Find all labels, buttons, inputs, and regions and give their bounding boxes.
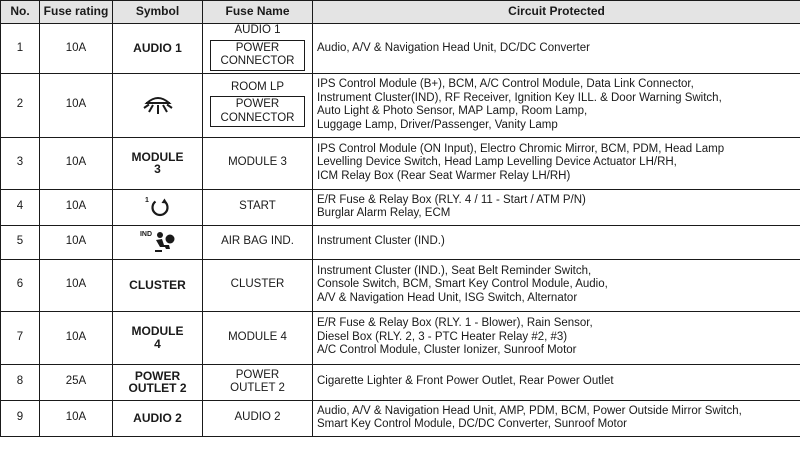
header-no: No. (1, 1, 40, 24)
header-fuse-name: Fuse Name (203, 1, 313, 24)
fuse-name-top: ROOM LP (230, 80, 285, 93)
symbol-line: OUTLET 2 (128, 381, 187, 395)
fuse-rating: 10A (40, 73, 113, 137)
circuit-line: Luggage Lamp, Driver/Passenger, Vanity Lamp (317, 118, 558, 131)
circuit-line: E/R Fuse & Relay Box (RLY. 1 - Blower), Rain Sensor, (317, 317, 593, 330)
header-fuse-rating: Fuse rating (40, 1, 113, 24)
fuse-name (203, 73, 313, 137)
symbol-line: MODULE (131, 324, 184, 338)
fuse-name-boxed-line: CONNECTOR (220, 55, 295, 67)
table-row (1, 259, 800, 311)
fuse-no: 9 (1, 400, 40, 436)
fuse-rating: 10A (40, 225, 113, 259)
fuse-rating: 10A (40, 189, 113, 225)
table-row (1, 400, 800, 436)
airbag-icon (153, 231, 175, 253)
fuse-name-line: OUTLET 2 (230, 382, 285, 394)
circuit-line: E/R Fuse & Relay Box (RLY. 4 / 11 - Start / ATM P/N) (317, 193, 586, 206)
circuit-line: ICM Relay Box (Rear Seat Warmer Relay LH/RH) (317, 169, 571, 182)
symbol-line: MODULE (131, 149, 184, 164)
fuse-no: 7 (1, 311, 40, 364)
fuse-symbol (113, 364, 203, 400)
fuse-rating: 25A (40, 364, 113, 400)
table-row (1, 364, 800, 400)
circuit-line: Instrument Cluster (IND.) (317, 235, 445, 248)
fuse-symbol (113, 311, 203, 364)
fuse-name-boxed-line: POWER (235, 98, 280, 111)
table-row (1, 189, 800, 225)
fuse-no: 1 (1, 24, 40, 74)
table-row (1, 225, 800, 259)
header-row (1, 1, 800, 24)
room-lamp-icon (143, 94, 173, 116)
circuit-line: Burglar Alarm Relay, ECM (317, 207, 451, 219)
fuse-no: 6 (1, 259, 40, 311)
circuit-line: Instrument Cluster (IND.), Seat Belt Reminder Switch, (317, 264, 592, 277)
fuse-rating: 10A (40, 400, 113, 436)
fuse-name: MODULE 3 (203, 137, 313, 189)
fuse-name-line: POWER (235, 368, 280, 381)
table-row (1, 24, 800, 74)
fuse-name: CLUSTER (203, 259, 313, 311)
start-icon (150, 197, 170, 217)
circuit-line: Diesel Box (RLY. 2, 3 - PTC Heater Relay #2, #3) (317, 330, 568, 343)
fuse-symbol: CLUSTER (113, 259, 203, 311)
symbol-line: 4 (154, 336, 161, 351)
symbol-line: POWER (134, 368, 181, 383)
fuse-rating: 10A (40, 259, 113, 311)
fuse-name (203, 364, 313, 400)
fuse-rating: 10A (40, 137, 113, 189)
fuse-name-boxed-line: CONNECTOR (220, 111, 295, 124)
fuse-name-boxed (210, 40, 305, 71)
circuit-line: Instrument Cluster(IND), RF Receiver, Ignition Key ILL. & Door Warning Switch, (317, 91, 722, 104)
fuse-symbol (113, 73, 203, 137)
circuit-line: A/C Control Module, Cluster Ionizer, Sunroof Motor (317, 344, 577, 357)
fuse-symbol: AUDIO 1 (113, 24, 203, 74)
fuse-no: 5 (1, 225, 40, 259)
fuse-no: 2 (1, 73, 40, 137)
header-circuit-protected: Circuit Protected (313, 1, 800, 24)
symbol-superscript: IND (139, 231, 153, 238)
fuse-name-top: AUDIO 1 (234, 24, 281, 36)
circuit-protected (313, 225, 800, 259)
fuse-no: 3 (1, 137, 40, 189)
circuit-protected (313, 311, 800, 364)
table-row (1, 137, 800, 189)
circuit-protected (313, 364, 800, 400)
circuit-protected (313, 189, 800, 225)
circuit-line: IPS Control Module (ON Input), Electro Chromic Mirror, BCM, PDM, Head Lamp (317, 142, 725, 155)
circuit-line: Cigarette Lighter & Front Power Outlet, Rear Power Outlet (317, 375, 614, 388)
fuse-name: MODULE 4 (203, 311, 313, 364)
fuse-name-boxed (210, 96, 305, 127)
symbol-superscript: 1 (145, 197, 149, 204)
table-row (1, 311, 800, 364)
circuit-line: Levelling Device Switch, Head Lamp Levelling Device Actuator LH/RH, (317, 156, 677, 169)
table-row (1, 73, 800, 137)
fuse-no: 4 (1, 189, 40, 225)
circuit-protected (313, 400, 800, 436)
circuit-protected (313, 259, 800, 311)
fuse-symbol: AUDIO 2 (113, 400, 203, 436)
circuit-line: Audio, A/V & Navigation Head Unit, AMP, PDM, BCM, Power Outside Mirror Switch, (317, 404, 742, 417)
circuit-protected (313, 137, 800, 189)
fuse-name: START (203, 189, 313, 225)
fuse-symbol (113, 225, 203, 259)
fuse-no: 8 (1, 364, 40, 400)
header-symbol: Symbol (113, 1, 203, 24)
circuit-line: Console Switch, BCM, Smart Key Control Module, Audio, (317, 278, 608, 291)
circuit-line: Smart Key Control Module, DC/DC Converter, Sunroof Motor (317, 418, 627, 430)
fuse-name (203, 24, 313, 74)
circuit-line: A/V & Navigation Head Unit, ISG Switch, Alternator (317, 291, 578, 304)
circuit-line: Auto Light & Photo Sensor, MAP Lamp, Room Lamp, (317, 105, 588, 117)
circuit-line: IPS Control Module (B+), BCM, A/C Control Module, Data Link Connector, (317, 78, 694, 90)
circuit-line: Audio, A/V & Navigation Head Unit, DC/DC Converter (317, 41, 590, 54)
fuse-symbol (113, 137, 203, 189)
fuse-symbol (113, 189, 203, 225)
fuse-name: AIR BAG IND. (203, 225, 313, 259)
circuit-protected (313, 24, 800, 74)
circuit-protected (313, 73, 800, 137)
fuse-name-boxed-line: POWER (235, 41, 280, 54)
fuse-rating: 10A (40, 311, 113, 364)
fuse-rating: 10A (40, 24, 113, 74)
symbol-line: 3 (154, 162, 161, 176)
fuse-name: AUDIO 2 (203, 400, 313, 436)
